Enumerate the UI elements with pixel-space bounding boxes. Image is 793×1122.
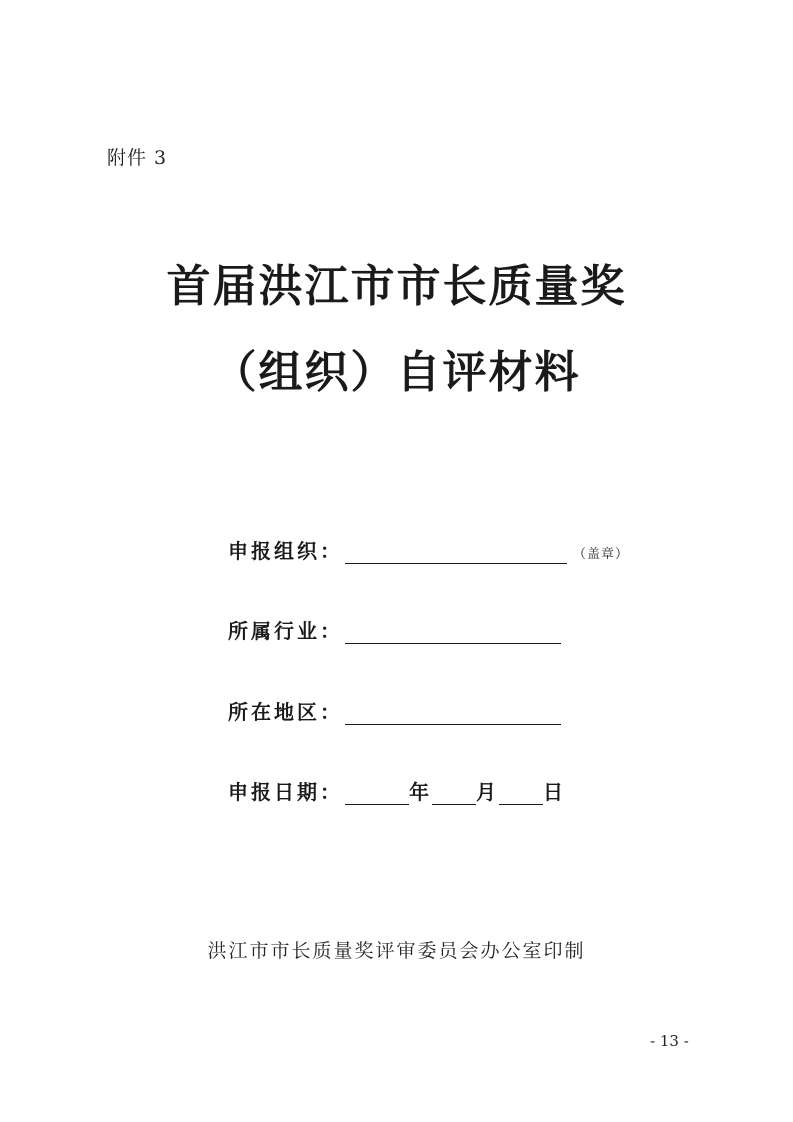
month-unit: 月 bbox=[476, 780, 499, 804]
year-unit: 年 bbox=[409, 780, 432, 804]
applicant-org-label: 申报组织： bbox=[228, 539, 343, 563]
page-number: - 13 - bbox=[650, 1032, 689, 1050]
industry-blank bbox=[345, 621, 561, 644]
field-industry bbox=[228, 612, 561, 644]
date-label: 申报日期： bbox=[228, 780, 343, 804]
field-applicant-org bbox=[228, 532, 629, 564]
title-line-1: 首届洪江市市长质量奖 bbox=[166, 261, 627, 312]
attachment-label: 附件 3 bbox=[107, 147, 168, 169]
printing-office: 洪江市市长质量奖评审委员会办公室印制 bbox=[207, 940, 586, 962]
seal-note: （盖章） bbox=[573, 547, 630, 562]
applicant-org-blank bbox=[345, 541, 567, 564]
region-blank bbox=[345, 702, 561, 725]
day-unit: 日 bbox=[543, 780, 566, 804]
industry-label: 所属行业： bbox=[228, 619, 343, 643]
field-region bbox=[228, 693, 561, 725]
field-application-date bbox=[228, 773, 566, 805]
region-label: 所在地区： bbox=[228, 700, 343, 724]
year-blank bbox=[345, 782, 409, 805]
month-blank bbox=[432, 782, 476, 805]
title-line-2: （组织）自评材料 bbox=[212, 347, 581, 398]
day-blank bbox=[499, 782, 543, 805]
